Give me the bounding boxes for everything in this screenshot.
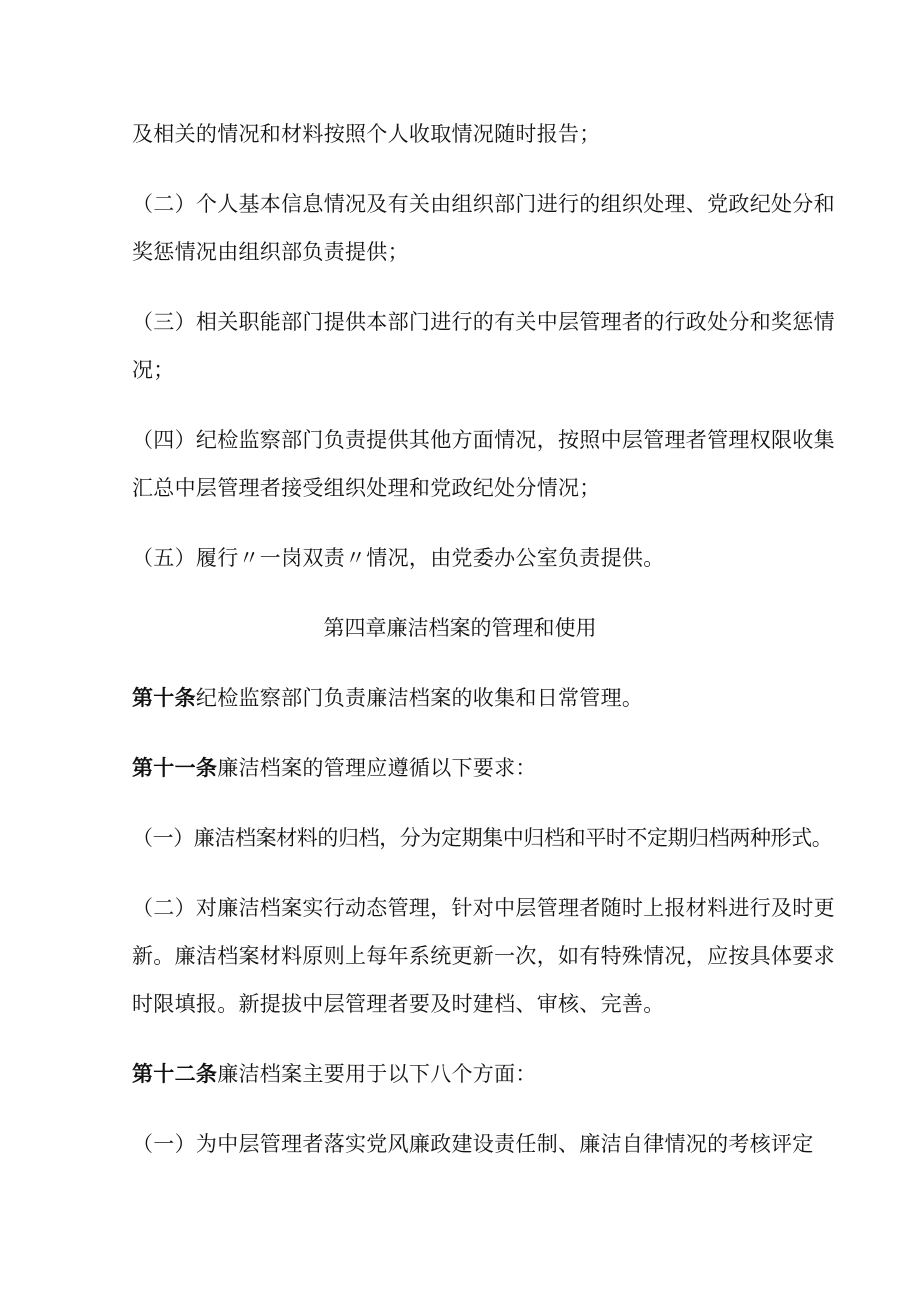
article-11 [132,754,537,782]
chapter-heading: 第四章廉洁档案的管理和使用 [323,616,597,640]
paragraph-line: （二）对廉洁档案实行动态管理，针对中层管理者随时上报材料进行及时更 [132,896,835,920]
paragraph-line: （五）履行〃一岗双责〃情况，由党委办公室负责提供。 [132,546,665,570]
paragraph-line: 及相关的情况和材料按照个人收取情况随时报告； [132,122,601,146]
paragraph-line: （三）相关职能部门提供本部门进行的有关中层管理者的行政处分和奖惩情 [132,310,835,334]
article-text: 廉洁档案的管理应遵循以下要求： [217,756,537,780]
paragraph-line: （四）纪检监察部门负责提供其他方面情况，按照中层管理者管理权限收集 [132,428,835,452]
paragraph-line: 奖惩情况由组织部负责提供； [132,240,409,264]
paragraph-line: 时限填报。新提拔中层管理者要及时建档、审核、完善。 [132,992,665,1016]
article-label: 第十条 [132,686,196,710]
paragraph-line: 新。廉洁档案材料原则上每年系统更新一次，如有特殊情况，应按具体要求 [132,944,835,968]
paragraph-line: （一）廉洁档案材料的归档，分为定期集中归档和平时不定期归档两种形式。 [132,826,833,850]
article-label: 第十二条 [132,1062,218,1086]
paragraph-line: （一）为中层管理者落实党风廉政建设责任制、廉洁自律情况的考核评定 [132,1132,814,1156]
article-12 [132,1060,537,1088]
article-text: 廉洁档案主要用于以下八个方面： [217,1062,537,1086]
paragraph-line: 汇总中层管理者接受组织处理和党政纪处分情况； [132,476,601,500]
paragraph-line: 况； [132,358,175,382]
paragraph-line: （二）个人基本信息情况及有关由组织部门进行的组织处理、党政纪处分和 [132,192,835,216]
article-text: 纪检监察部门负责廉洁档案的收集和日常管理。 [195,686,644,710]
article-10 [132,684,643,712]
article-label: 第十一条 [132,756,218,780]
